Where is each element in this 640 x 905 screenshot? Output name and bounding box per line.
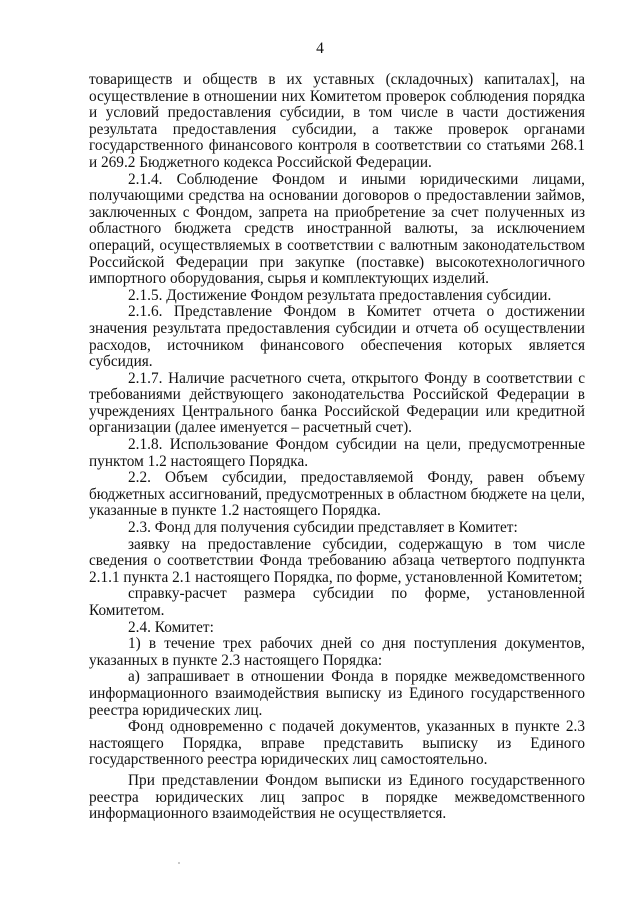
paragraph-2-2: 2.2. Объем субсидии, предоставляемой Фонду, равен объему бюджетных ассигнований, предусмотренных в областном бюджете на цели, указанные в пункте 1.2 настоящего Порядка. — [89, 469, 585, 520]
paragraph-2-1-4: 2.1.4. Соблюдение Фондом и иными юридическими лицами, получающими средства на основании договоров о предоставлении займов, заключенных с Фондом, запрета на приобретение за счет полученных из областного бюджета средств иностранной валюты, за исключением операций, осуществляемых в соответствии с валютным законодательством Российской Федерации при закупке (поставке) высокотехнологичного импортного оборудования, сырья и комплектующих изделий. — [89, 170, 585, 288]
paragraph-calculation: справку-расчет размера субсидии по форме, установленной Комитетом. — [89, 585, 585, 619]
paragraph-2-4: 2.4. Комитет: — [128, 618, 214, 636]
paragraph-fund-extract: Фонд одновременно с подачей документов, указанных в пункте 2.3 настоящего Порядка, вправе представить выписку из Единого государственного реестра юридических лиц самостоятельно. — [89, 718, 585, 769]
paragraph-2-4-1: 1) в течение трех рабочих дней со дня поступления документов, указанных в пункте 2.3 настоящего Порядка: — [89, 635, 585, 669]
paragraph-2-1-7: 2.1.7. Наличие расчетного счета, открытого Фонду в соответствии с требованиями действующего законодательства Российской Федерации в учреждениях Центрального банка Российской Федерации или кредитной организации (далее именуется – расчетный счет). — [89, 369, 585, 437]
document-body — [89, 72, 585, 823]
page-number: 4 — [316, 40, 324, 57]
paragraph-no-request: При представлении Фондом выписки из Единого государственного реестра юридических лиц запрос в порядке межведомственного информационного взаимодействия не осуществляется. — [89, 771, 585, 823]
paragraph-application: заявку на предоставление субсидии, содержащую в том числе сведения о соответствии Фонда требованию абзаца четвертого подпункта 2.1.1 пункта 2.1 настоящего Порядка, по форме, установленной Комитетом; — [89, 535, 585, 586]
scan-speck — [178, 862, 180, 864]
paragraph-2-1-8: 2.1.8. Использование Фондом субсидии на цели, предусмотренные пунктом 1.2 настоящего Порядка. — [89, 436, 585, 470]
paragraph-2-3: 2.3. Фонд для получения субсидии представляет в Комитет: — [128, 519, 518, 537]
paragraph-2-4-1-a: а) запрашивает в отношении Фонда в порядке межведомственного информационного взаимодействия выписку из Единого государственного реестра юридических лиц. — [89, 668, 585, 719]
paragraph-2-1-5: 2.1.5. Достижение Фондом результата предоставления субсидии. — [128, 286, 552, 304]
paragraph-2-1-6: 2.1.6. Представление Фондом в Комитет отчета о достижении значения результата предоставления субсидии и отчета об осуществлении расходов, источником финансового обеспечения которых является субсидия. — [89, 303, 585, 371]
paragraph-continuation: товариществ и обществ в их уставных (складочных) капиталах], на осуществление в отношении них Комитетом проверок соблюдения порядка и условий предоставления субсидии, в том числе в части достижения результата предоставления субсидии, а также проверок органами государственного финансового контроля в соответствии со статьями 268.1 и 269.2 Бюджетного кодекса Российской Федерации. — [89, 71, 585, 171]
